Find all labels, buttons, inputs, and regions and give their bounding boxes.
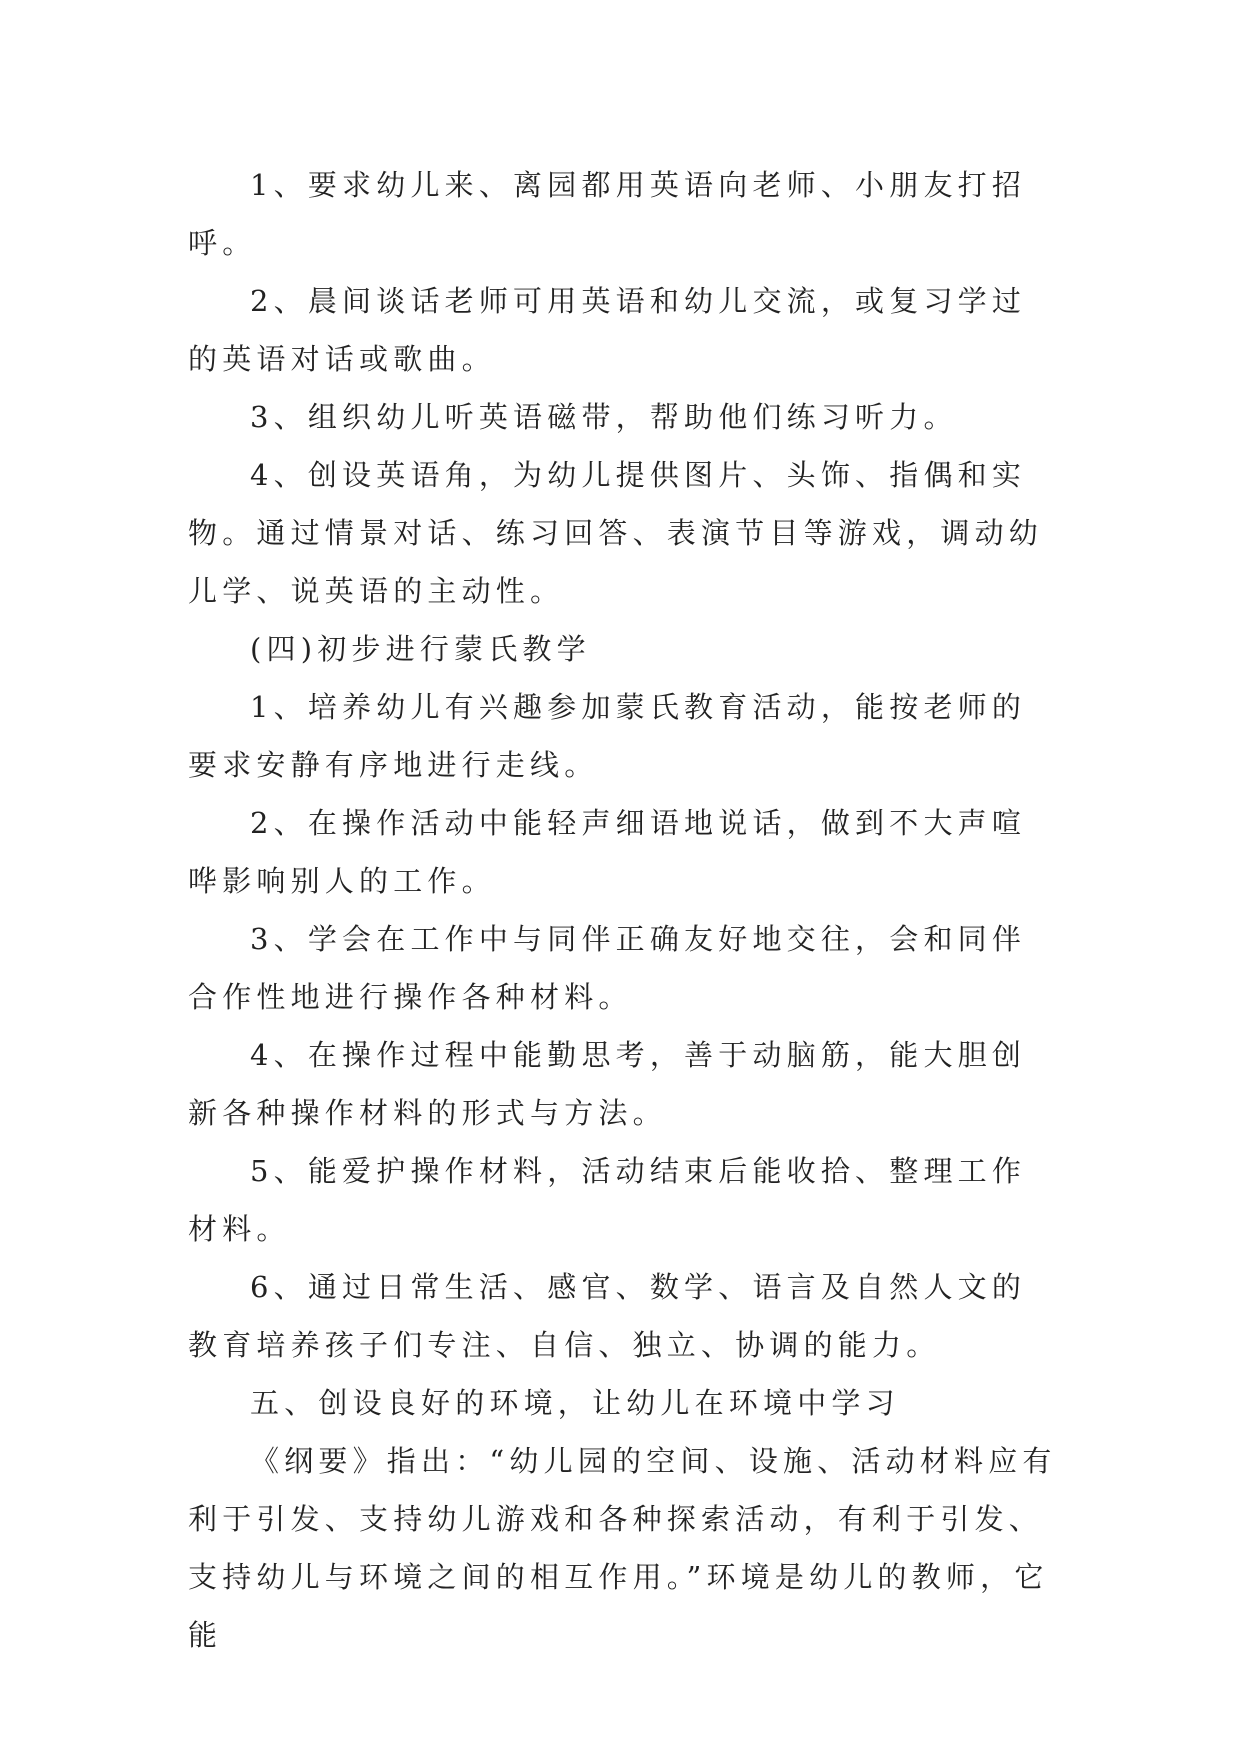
- paragraph-creative-thinking: 4、在操作过程中能勤思考，善于动脑筋，能大胆创新各种操作材料的形式与方法。: [188, 1038, 1027, 1130]
- paragraph-daily-life-education: 6、通过日常生活、感官、数学、语言及自然人文的教育培养孩子们专注、自信、独立、协调的能力。: [188, 1270, 1027, 1362]
- paragraph-english-corner: 4、创设英语角，为幼儿提供图片、头饰、指偶和实物。通过情景对话、练习回答、表演节目等游戏，调动幼儿学、说英语的主动性。: [188, 458, 1044, 608]
- paragraph-listening-tapes: 3、组织幼儿听英语磁带，帮助他们练习听力。: [250, 400, 958, 434]
- paragraph-english-greeting: 1、要求幼儿来、离园都用英语向老师、小朋友打招呼。: [188, 168, 1027, 260]
- paragraph-peer-cooperation: 3、学会在工作中与同伴正确友好地交往，会和同伴合作性地进行操作各种材料。: [188, 922, 1027, 1014]
- section-heading-environment: 五、创设良好的环境，让幼儿在环境中学习: [250, 1386, 900, 1420]
- paragraph-guidelines-quote: 《纲要》指出：“幼儿园的空间、设施、活动材料应有利于引发、支持幼儿游戏和各种探索活动，有利于引发、支持幼儿与环境之间的相互作用。”环境是幼儿的教师，它能: [188, 1444, 1057, 1652]
- section-heading-montessori: (四)初步进行蒙氏教学: [250, 632, 591, 666]
- document-body: [188, 156, 1060, 1664]
- paragraph-morning-talk: 2、晨间谈话老师可用英语和幼儿交流，或复习学过的英语对话或歌曲。: [188, 284, 1027, 376]
- paragraph-quiet-speech: 2、在操作活动中能轻声细语地说话，做到不大声喧哗影响别人的工作。: [188, 806, 1027, 898]
- paragraph-montessori-interest: 1、培养幼儿有兴趣参加蒙氏教育活动，能按老师的要求安静有序地进行走线。: [188, 690, 1027, 782]
- paragraph-material-care: 5、能爱护操作材料，活动结束后能收拾、整理工作材料。: [188, 1154, 1027, 1246]
